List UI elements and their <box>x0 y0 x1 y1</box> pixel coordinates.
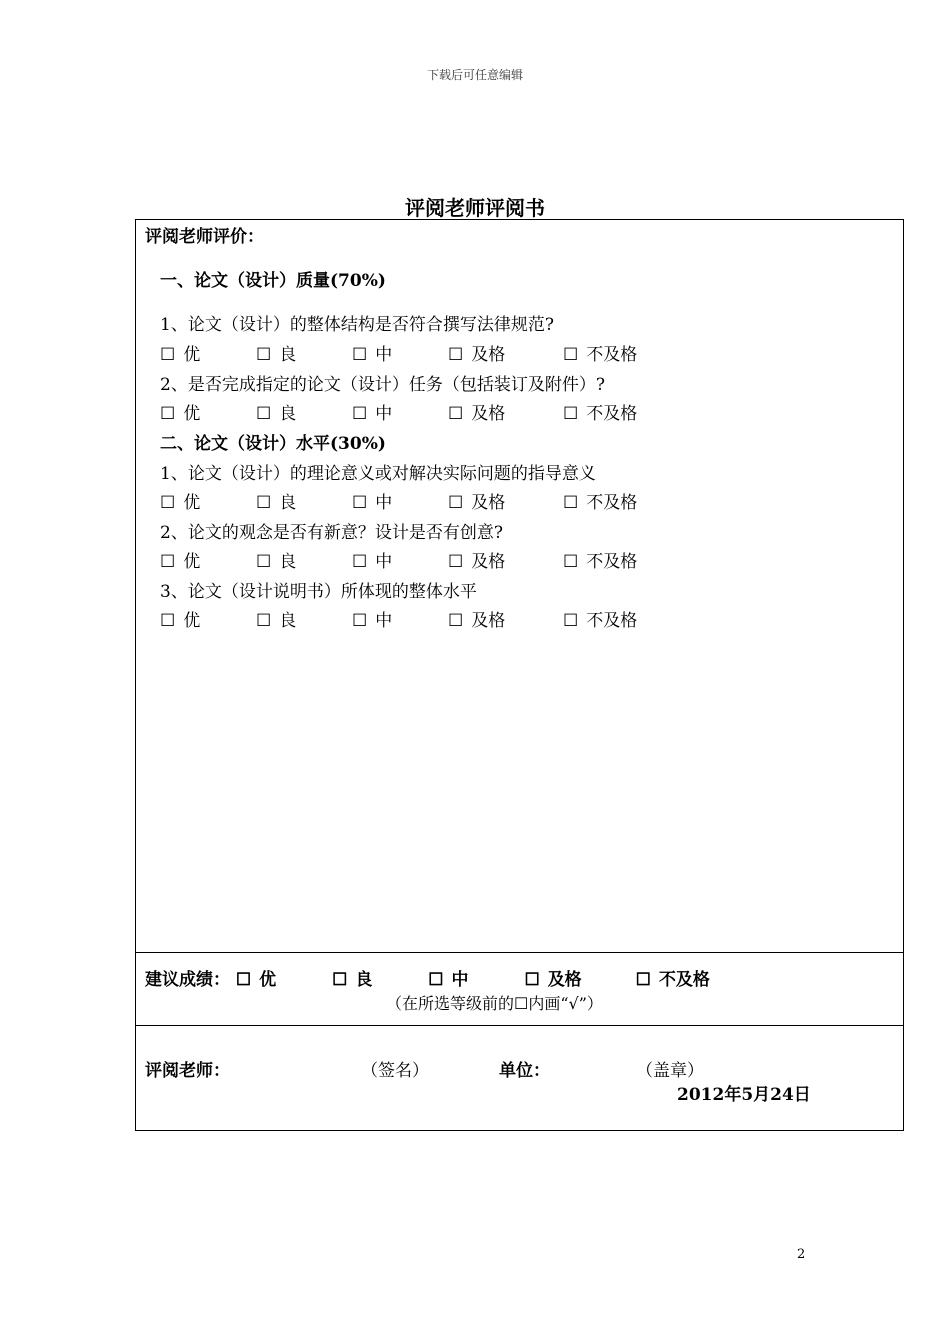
grade-option-good[interactable] <box>332 970 372 990</box>
checkbox-icon[interactable]: ☐ <box>160 345 176 365</box>
option-pass[interactable] <box>448 547 505 572</box>
checkbox-icon[interactable]: ☐ <box>448 404 464 424</box>
option-label: 优 <box>183 493 201 513</box>
checkbox-icon[interactable]: ☐ <box>352 493 368 513</box>
option-label: 优 <box>183 404 201 424</box>
section1-heading: 一、论文（设计）质量(70%) <box>160 271 386 291</box>
grade-option-medium[interactable] <box>428 970 468 990</box>
checkbox-icon[interactable]: ☐ <box>256 345 272 365</box>
option-label: 良 <box>279 552 297 572</box>
option-label: 中 <box>375 404 393 424</box>
option-excellent[interactable] <box>160 399 200 424</box>
checkbox-icon[interactable]: ☐ <box>160 493 176 513</box>
option-excellent[interactable] <box>160 606 200 631</box>
option-label: 良 <box>279 611 297 631</box>
checkbox-icon[interactable]: ☐ <box>428 970 444 990</box>
option-excellent[interactable] <box>160 340 200 365</box>
option-medium[interactable] <box>352 488 392 513</box>
checkbox-icon[interactable]: ☐ <box>524 970 540 990</box>
suggested-grade-section <box>136 953 903 1026</box>
checkbox-icon[interactable]: ☐ <box>563 493 579 513</box>
checkbox-icon[interactable]: ☐ <box>448 552 464 572</box>
option-medium[interactable] <box>352 340 392 365</box>
evaluation-label: 评阅老师评价： <box>145 227 264 247</box>
checkbox-icon[interactable]: ☐ <box>563 404 579 424</box>
checkbox-icon[interactable]: ☐ <box>352 552 368 572</box>
option-pass[interactable] <box>448 488 505 513</box>
unit-label: 单位： <box>499 1061 550 1081</box>
option-medium[interactable] <box>352 399 392 424</box>
option-good[interactable] <box>256 340 296 365</box>
option-label: 优 <box>183 345 201 365</box>
checkbox-icon[interactable]: ☐ <box>256 493 272 513</box>
option-label: 优 <box>259 970 277 990</box>
section1-question-2: 2、是否完成指定的论文（设计）任务（包括装订及附件）? <box>160 375 605 395</box>
review-date: 2012年5月24日 <box>677 1085 811 1105</box>
page-number: 2 <box>797 1247 806 1262</box>
signature-section <box>136 1026 903 1130</box>
option-good[interactable] <box>256 488 296 513</box>
option-label: 不及格 <box>586 611 638 631</box>
option-label: 中 <box>375 493 393 513</box>
signature-hint: （签名） <box>361 1061 429 1081</box>
checkbox-icon[interactable]: ☐ <box>563 345 579 365</box>
option-excellent[interactable] <box>160 547 200 572</box>
checkbox-icon[interactable]: ☐ <box>160 552 176 572</box>
option-label: 及格 <box>471 552 506 572</box>
option-label: 中 <box>451 970 469 990</box>
option-label: 不及格 <box>658 970 710 990</box>
checkbox-icon[interactable]: ☐ <box>448 611 464 631</box>
section1-question-1: 1、论文（设计）的整体结构是否符合撰写法律规范? <box>160 315 554 335</box>
option-label: 良 <box>355 970 373 990</box>
option-label: 良 <box>279 493 297 513</box>
section2-question-3: 3、论文（设计说明书）所体现的整体水平 <box>160 582 477 602</box>
option-label: 及格 <box>471 345 506 365</box>
checkbox-icon[interactable]: ☐ <box>160 611 176 631</box>
grade-option-pass[interactable] <box>524 970 581 990</box>
suggested-grade-row <box>145 965 710 990</box>
option-fail[interactable] <box>563 399 637 424</box>
option-good[interactable] <box>256 606 296 631</box>
option-pass[interactable] <box>448 606 505 631</box>
option-pass[interactable] <box>448 340 505 365</box>
option-medium[interactable] <box>352 606 392 631</box>
option-good[interactable] <box>256 547 296 572</box>
option-label: 不及格 <box>586 404 638 424</box>
suggested-grade-label: 建议成绩： <box>145 970 230 990</box>
option-excellent[interactable] <box>160 488 200 513</box>
option-label: 优 <box>183 552 201 572</box>
option-label: 不及格 <box>586 345 638 365</box>
review-form <box>135 219 904 1131</box>
checkbox-icon[interactable]: ☐ <box>563 611 579 631</box>
checkbox-icon[interactable]: ☐ <box>256 611 272 631</box>
evaluation-section <box>136 220 903 953</box>
checkbox-icon[interactable]: ☐ <box>635 970 651 990</box>
checkbox-icon[interactable]: ☐ <box>256 404 272 424</box>
stamp-hint: （盖章） <box>636 1061 704 1081</box>
option-good[interactable] <box>256 399 296 424</box>
option-label: 及格 <box>547 970 582 990</box>
page-title: 评阅老师评阅书 <box>405 196 545 220</box>
option-pass[interactable] <box>448 399 505 424</box>
option-label: 良 <box>279 404 297 424</box>
grade-option-fail[interactable] <box>636 970 710 990</box>
option-label: 不及格 <box>586 552 638 572</box>
grade-option-excellent[interactable] <box>236 970 276 990</box>
section2-question-2: 2、论文的观念是否有新意？设计是否有创意? <box>160 523 503 543</box>
option-label: 优 <box>183 611 201 631</box>
section2-heading: 二、论文（设计）水平(30%) <box>160 434 386 454</box>
grade-instruction: （在所选等级前的☐内画“√”） <box>386 994 603 1013</box>
option-medium[interactable] <box>352 547 392 572</box>
option-label: 中 <box>375 345 393 365</box>
checkbox-icon[interactable]: ☐ <box>352 611 368 631</box>
teacher-label: 评阅老师： <box>145 1061 230 1081</box>
checkbox-icon[interactable]: ☐ <box>563 552 579 572</box>
option-fail[interactable] <box>563 547 637 572</box>
option-fail[interactable] <box>563 488 637 513</box>
option-label: 良 <box>279 345 297 365</box>
checkbox-icon[interactable]: ☐ <box>256 552 272 572</box>
checkbox-icon[interactable]: ☐ <box>352 404 368 424</box>
option-label: 中 <box>375 611 393 631</box>
header-note: 下载后可任意编辑 <box>426 68 523 82</box>
checkbox-icon[interactable]: ☐ <box>235 970 252 990</box>
checkbox-icon[interactable]: ☐ <box>352 345 368 365</box>
option-fail[interactable] <box>563 606 637 631</box>
checkbox-icon[interactable]: ☐ <box>160 404 176 424</box>
option-label: 中 <box>375 552 393 572</box>
checkbox-icon[interactable]: ☐ <box>332 970 348 990</box>
option-label: 不及格 <box>586 493 638 513</box>
section2-question-1: 1、论文（设计）的理论意义或对解决实际问题的指导意义 <box>160 464 596 484</box>
option-label: 及格 <box>471 493 506 513</box>
option-label: 及格 <box>471 404 506 424</box>
checkbox-icon[interactable]: ☐ <box>448 345 464 365</box>
checkbox-icon[interactable]: ☐ <box>448 493 464 513</box>
option-fail[interactable] <box>563 340 637 365</box>
option-label: 及格 <box>471 611 506 631</box>
